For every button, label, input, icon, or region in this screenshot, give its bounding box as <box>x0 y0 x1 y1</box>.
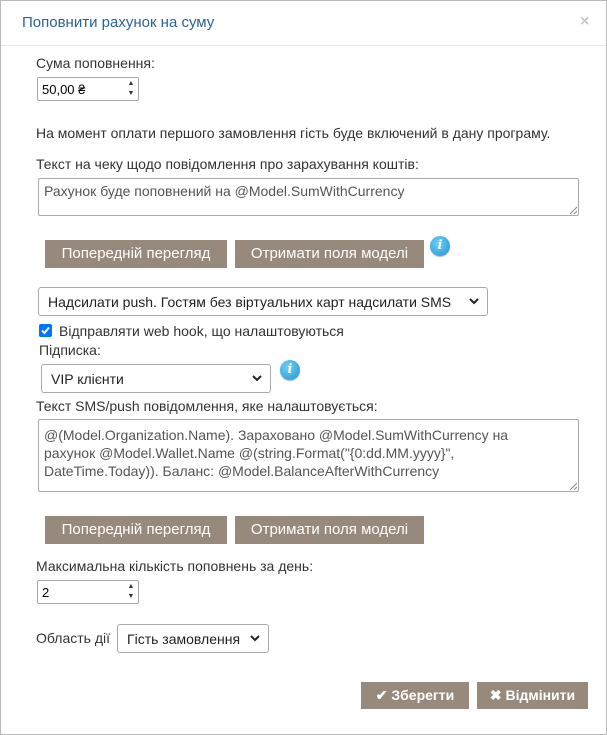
resize-grip-icon[interactable] <box>569 206 577 214</box>
amount-input[interactable] <box>37 77 139 101</box>
check-icon <box>39 324 52 337</box>
dialog-title: Поповнити рахунок на суму <box>22 14 215 31</box>
amount-value: 50,00 ₴ <box>42 82 86 97</box>
max-topups-label: Максимальна кількість поповнень за день: <box>36 558 314 574</box>
scope-label: Область дії <box>36 630 110 646</box>
dialog-header <box>1 1 606 46</box>
amount-label: Сума поповнення: <box>36 55 155 71</box>
sms-text-line: рахунок @Model.Wallet.Name @(string.Format("{0:dd.MM.yyyy}", <box>44 445 455 461</box>
push-mode-value: Надсилати push. Гостям без віртуальних карт надсилати SMS <box>48 294 452 310</box>
subscription-select[interactable] <box>41 364 271 393</box>
receipt-textarea[interactable] <box>38 178 579 216</box>
chevron-down-icon <box>467 294 481 308</box>
sms-textarea[interactable] <box>38 419 579 492</box>
webhook-label: Відправляти web hook, що налаштовуються <box>59 323 344 339</box>
get-model-fields-button[interactable]: Отримати поля моделі <box>235 516 424 544</box>
scope-select[interactable] <box>117 624 269 653</box>
max-topups-input[interactable] <box>37 580 139 604</box>
chevron-down-icon <box>250 371 264 385</box>
preview-button[interactable]: Попередній перегляд <box>45 516 227 544</box>
close-icon[interactable]: × <box>580 13 590 30</box>
info-icon[interactable]: i <box>280 360 300 380</box>
cancel-label: Відмінити <box>505 687 576 703</box>
preview-button[interactable]: Попередній перегляд <box>45 240 227 268</box>
sms-text-line: @(Model.Organization.Name). Зараховано @Model.SumWithCurrency на <box>44 427 509 443</box>
scope-value: Гість замовлення <box>127 631 241 647</box>
resize-grip-icon[interactable] <box>569 482 577 490</box>
info-icon[interactable]: i <box>430 236 450 256</box>
close-icon: ✖ <box>489 687 502 703</box>
amount-stepper-icon[interactable]: ▲ ▼ <box>127 80 135 97</box>
program-note: На момент оплати першого замовлення гість буде включений в дану програму. <box>36 125 551 141</box>
chevron-down-icon <box>248 631 262 645</box>
get-model-fields-button[interactable]: Отримати поля моделі <box>235 240 424 268</box>
webhook-checkbox[interactable] <box>39 324 52 337</box>
max-topups-value: 2 <box>42 585 50 600</box>
sms-text-line: DateTime.Today)). Баланс: @Model.BalanceAfterWithCurrency <box>44 463 440 479</box>
push-mode-select[interactable] <box>38 287 488 316</box>
receipt-label: Текст на чеку щодо повідомлення про зарахування коштів: <box>36 156 419 172</box>
sms-label: Текст SMS/push повідомлення, яке налаштовується: <box>36 398 378 414</box>
receipt-text: Рахунок буде поповнений на @Model.SumWithCurrency <box>44 183 405 199</box>
subscription-label: Підписка: <box>39 342 101 358</box>
cancel-button[interactable] <box>477 682 588 709</box>
save-label: Зберегти <box>391 687 455 703</box>
save-button[interactable] <box>361 682 469 709</box>
check-icon: ✔ <box>375 687 388 703</box>
subscription-value: VIP клієнти <box>51 371 124 387</box>
max-topups-stepper-icon[interactable]: ▲ ▼ <box>127 583 135 600</box>
